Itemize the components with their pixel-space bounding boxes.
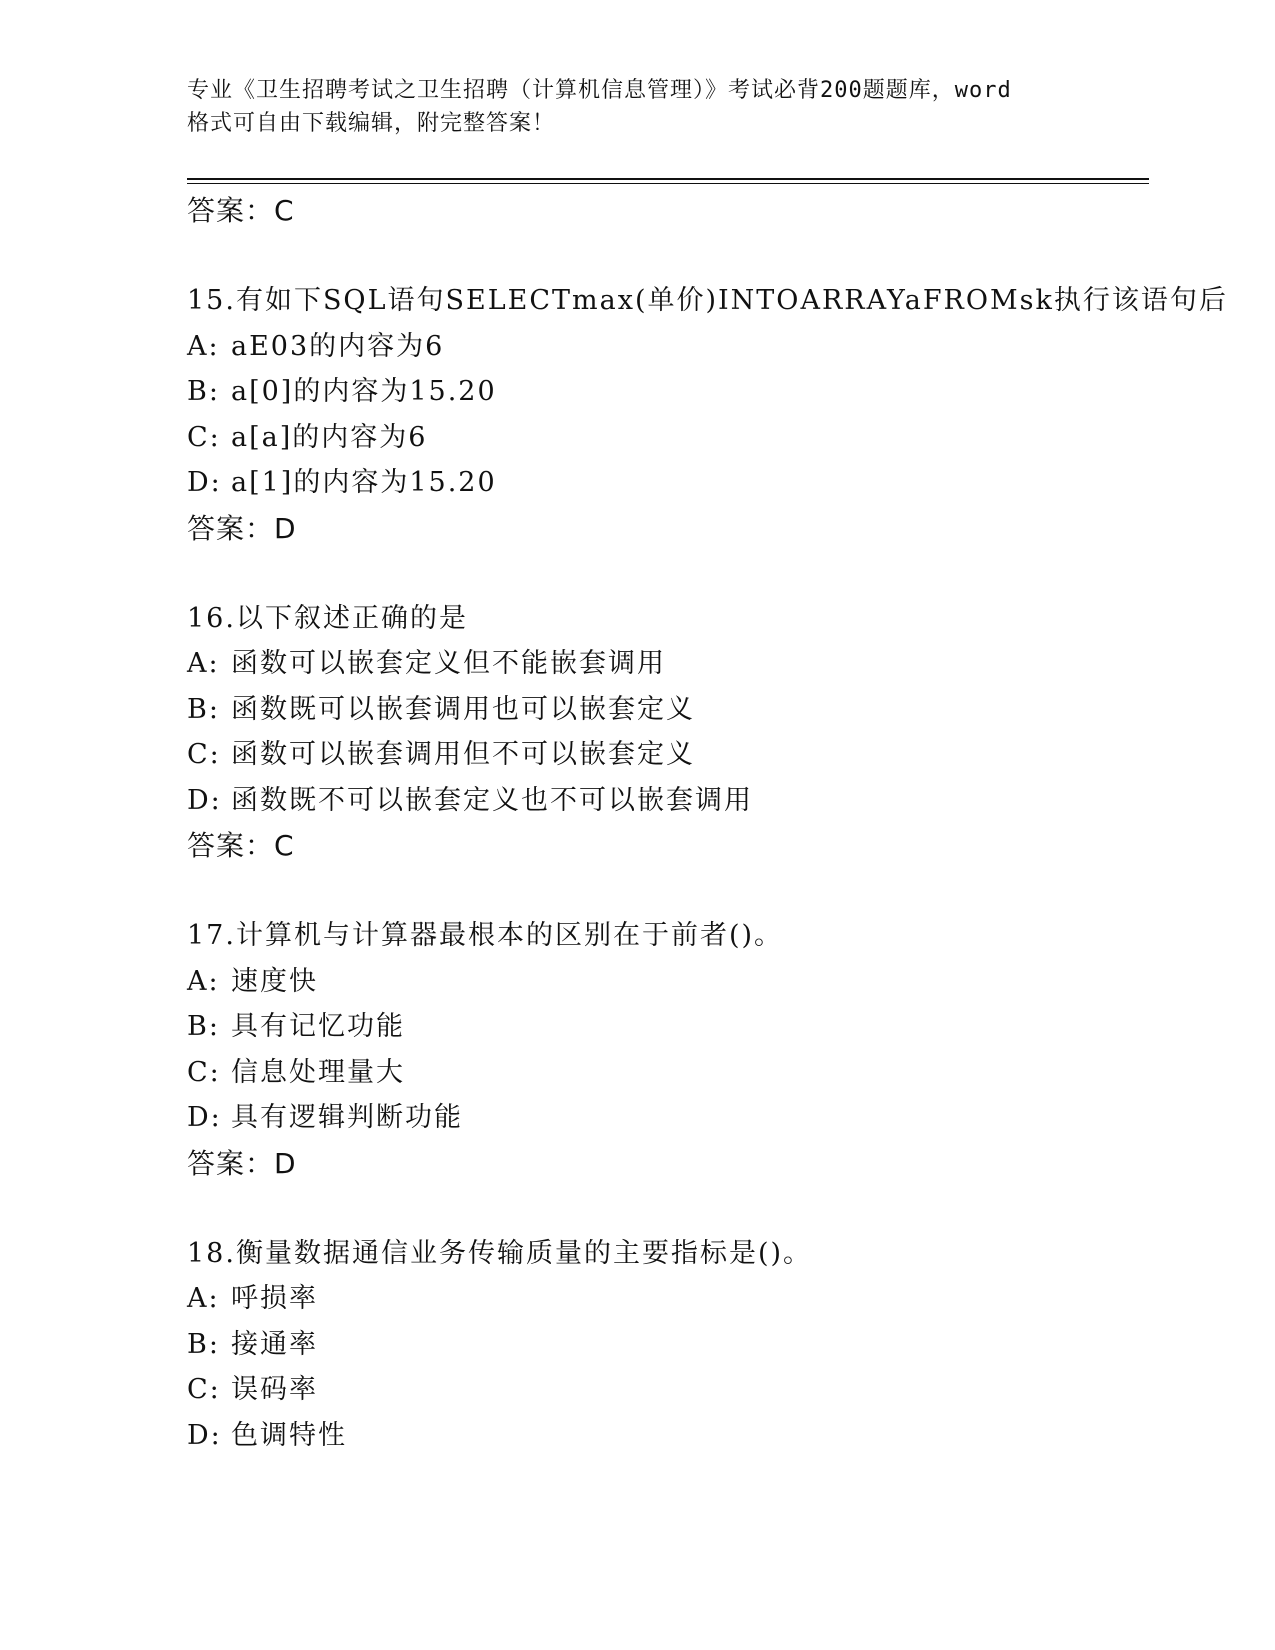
- option-key: C:: [187, 739, 221, 770]
- answer-line: 答案：D: [187, 1146, 297, 1180]
- option-key: C:: [187, 1374, 221, 1405]
- option-b: [187, 1004, 1149, 1050]
- option-text: 速度快: [231, 965, 318, 997]
- option-text: 色调特性: [231, 1419, 347, 1451]
- option-key: B:: [187, 376, 220, 407]
- question-text: 17.计算机与计算器最根本的区别在于前者()。: [187, 920, 784, 951]
- option-text: 误码率: [231, 1374, 318, 1405]
- question-15: [187, 278, 1228, 552]
- question-text: 18.衡量数据通信业务传输质量的主要指标是()。: [187, 1237, 813, 1269]
- option-text: 接通率: [231, 1328, 318, 1360]
- option-a: [187, 1276, 1149, 1322]
- option-d: [187, 778, 1149, 824]
- question-16: [187, 596, 1149, 870]
- option-key: D:: [187, 784, 222, 816]
- option-c: [187, 732, 1149, 778]
- option-b: [187, 369, 1149, 415]
- page-header: [187, 74, 1087, 140]
- option-d: [187, 460, 1149, 506]
- option-b: [187, 687, 1149, 733]
- option-text: 呼损率: [231, 1283, 318, 1314]
- option-text: 信息处理量大: [231, 1056, 405, 1088]
- option-text: 函数可以嵌套定义但不能嵌套调用: [231, 648, 666, 679]
- header-divider-thin: [187, 183, 1149, 184]
- option-text: 函数既可以嵌套调用也可以嵌套定义: [231, 693, 695, 725]
- option-key: C:: [187, 421, 221, 453]
- option-key: D:: [187, 1419, 222, 1451]
- option-a: [187, 959, 1149, 1005]
- option-key: D:: [187, 1102, 222, 1133]
- option-key: D:: [187, 467, 222, 498]
- option-text: a[a]的内容为6: [231, 421, 428, 453]
- option-a: [187, 324, 1149, 370]
- option-key: B:: [187, 1328, 220, 1360]
- header-line-2: 格式可自由下载编辑，附完整答案！: [187, 111, 556, 136]
- option-d: [187, 1413, 1149, 1459]
- option-key: A:: [187, 965, 220, 997]
- option-text: a[1]的内容为15.20: [231, 467, 497, 498]
- option-key: A:: [187, 648, 220, 679]
- option-key: A:: [187, 330, 220, 362]
- option-c: [187, 415, 1149, 461]
- option-text: 函数既不可以嵌套定义也不可以嵌套调用: [231, 784, 753, 816]
- option-text: 函数可以嵌套调用但不可以嵌套定义: [231, 739, 695, 770]
- option-b: [187, 1322, 1149, 1368]
- option-text: aE03的内容为6: [231, 330, 445, 362]
- question-text: 16.以下叙述正确的是: [187, 602, 468, 634]
- question-17: [187, 913, 1149, 1187]
- question-18: [187, 1231, 1149, 1459]
- option-a: [187, 641, 1149, 687]
- answer-line: 答案：C: [187, 829, 295, 862]
- option-c: [187, 1050, 1149, 1096]
- answer-line: 答案：C: [187, 194, 295, 227]
- option-text: a[0]的内容为15.20: [231, 376, 497, 407]
- header-divider-thick: [187, 178, 1149, 180]
- option-c: [187, 1367, 1149, 1413]
- option-text: 具有逻辑判断功能: [231, 1102, 463, 1133]
- option-key: C:: [187, 1056, 221, 1088]
- option-key: B:: [187, 1011, 220, 1042]
- answer-line: 答案：D: [187, 511, 297, 545]
- question-text: 15.有如下SQL语句SELECTmax(单价)INTOARRAYaFROMsk执行该语句后: [187, 285, 1228, 316]
- option-key: A:: [187, 1283, 220, 1314]
- option-key: B:: [187, 693, 220, 725]
- question-list: [187, 188, 1228, 1458]
- option-text: 具有记忆功能: [231, 1011, 405, 1042]
- option-d: [187, 1095, 1149, 1141]
- header-line-1: 专业《卫生招聘考试之卫生招聘（计算机信息管理）》考试必背200题题库，word: [187, 78, 1012, 103]
